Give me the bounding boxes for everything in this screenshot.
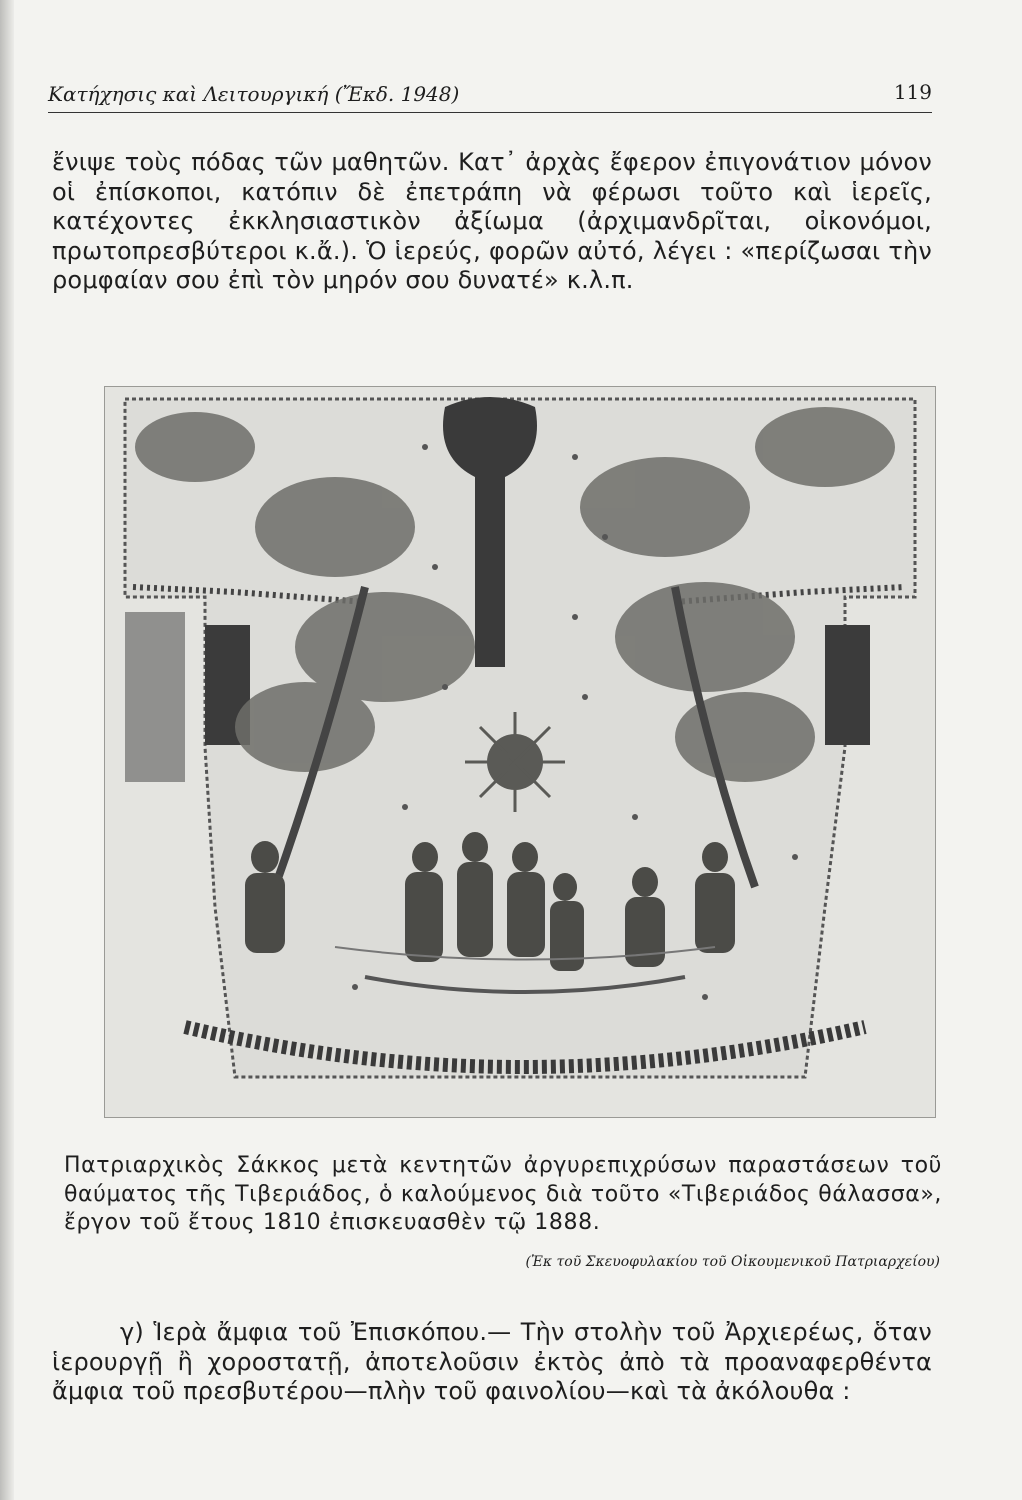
- intro-paragraph: ἔνιψε τοὺς πόδας τῶν μαθητῶν. Κατ᾽ ἀρχὰς ἔφερον ἐπιγονάτιον μόνον οἱ ἐπίσκοποι, κατόπιν δὲ ἐπετράπη νὰ φέρωσι τοῦτο καὶ ἱερεῖς, κατέχοντες ἐκκλησιαστικὸν ἀξίωμα (ἀρχιμανδρῖται, οἰκονόμοι, πρωτοπρεσβύτεροι κ.ἄ.). Ὁ ἱερεύς, φορῶν αὐτό, λέγει : «περίζωσαι τὴν ρομφαίαν σου ἐπὶ τὸν μηρόν σου δυνατέ» κ.λ.π.: [52, 148, 932, 294]
- figure-caption: Πατριαρχικὸς Σάκκος μετὰ κεντητῶν ἀργυρεπιχρύσων παραστάσεων τοῦ θαύματος τῆς Τιβεριάδος, ὁ καλούμενος διὰ τοῦτο «Τιβεριάδος θάλασσα», ἔργον τοῦ ἔτους 1810 ἐπισκευασθὲν τῷ 1888.: [64, 1153, 942, 1235]
- page-number: 119: [893, 80, 932, 104]
- header-title: Κατήχησις καὶ Λειτουργική (Ἔκδ. 1948): [48, 82, 460, 106]
- running-header: [48, 80, 932, 113]
- sun-motif: [465, 712, 565, 812]
- figure-source: (Ἐκ τοῦ Σκευοφυλακίου τοῦ Οἰκουμενικοῦ Πατριαρχείου): [525, 1254, 940, 1270]
- page-binding-edge: [0, 0, 14, 1500]
- sakkos-illustration: [105, 387, 935, 1117]
- sakkos-photograph: [104, 386, 936, 1118]
- section-paragraph: γ) Ἱερὰ ἄμφια τοῦ Ἐπισκόπου.— Τὴν στολὴν τοῦ Ἀρχιερέως, ὅταν ἱερουργῇ ἢ χοροστατῇ, ἀποτελοῦσιν ἐκτὸς ἀπὸ τὰ προαναφερθέντα ἄμφια τοῦ πρεσβυτέρου—πλὴν τοῦ φαινολίου—καὶ τὰ ἀκόλουθα :: [52, 1318, 932, 1405]
